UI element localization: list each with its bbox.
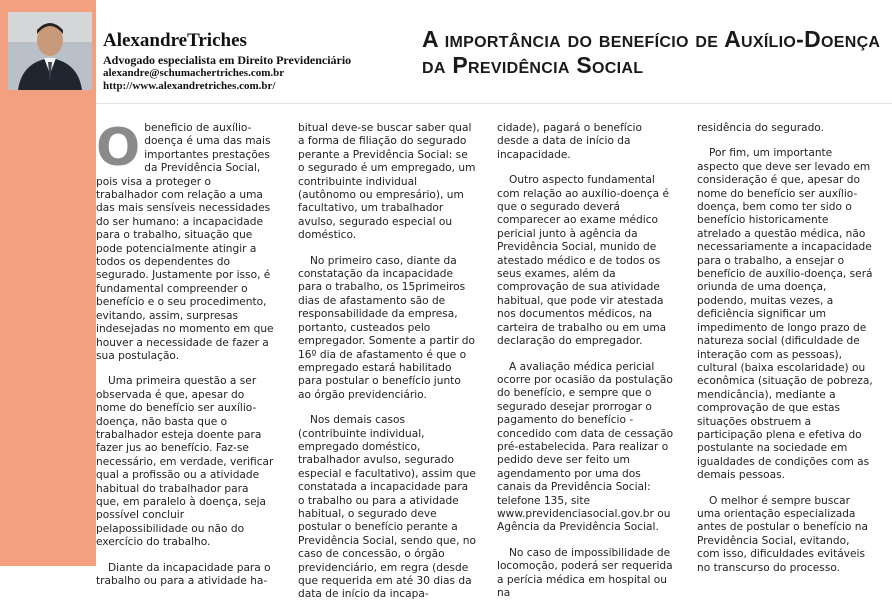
author-photo [8,12,92,90]
author-role: Advogado especialista em Direito Previdenciário [103,53,352,67]
article-column-3 [497,122,675,612]
paragraph: bitual deve-se buscar saber qual a forma de filiação do segurado perante a Previdência Social: se o segurado é um empregado, um contribuinte individual (autônomo ou empresário), um facultativo, um trabalhador avulso, segurado especial ou doméstico. [298,122,476,242]
paragraph: A avaliação médica pericial ocorre por ocasião da postulação do benefício, e sempre que o segurado desejar prorrogar o pagamento do benefício - concedido com data de cessação pré-estabelecida. Para realizar o pedido deve ser feito um agendamento por uma dos canais da Previdência Social: telefone 135, site www.previdenciasocial.gov.br ou Agência da Previdência Social. [497,360,674,534]
article-headline: A importância do benefício de Auxílio-Doença da Previdência Social [422,26,881,78]
article-column-1 [96,118,274,600]
paragraph: No primeiro caso, diante da constatação da incapacidade para o trabalho, os 15primeiros dias de afastamento são de responsabilidade da empresa, portanto, custeados pelo empregador. Somente a partir do 16º dia de afastamento é que o empregado estará habilitado para postular o benefício junto ao órgão previdenciário. [298,254,475,401]
paragraph: Nos demais casos (contribuinte individual, empregado doméstico, trabalhador avulso, segurado especial e facultativo), assim que constatada a incapacidade para o trabalho ou para a atividade habitual, o segurado deve postular o benefício perante a Previdência Social, sendo que, no caso de concessão, o órgão previdenciário, em regra (desde que requerida em até 30 dias da data de início da incapa- [298,414,476,601]
article-column-4 [697,122,875,587]
author-info [103,30,403,93]
paragraph: residência do segurado. [697,122,824,134]
paragraph: Outro aspecto fundamental com relação ao auxílio-doença é que o segurado deverá comparecer ao exame médico pericial junto à agência da Previdência Social, munido de atestado médico e de todos os seus exames, além da comprovação de sua atividade habitual, que pode vir atestada nos documentos médicos, na carteira de trabalho ou em uma declaração do empregador. [497,174,670,348]
paragraph: cidade), pagará o benefício desde a data de início da incapacidade. [497,122,642,161]
paragraph [96,118,274,363]
author-name: AlexandreTriches [103,30,247,51]
paragraph: No caso de impossibilidade de locomoção, poderá ser requerida a perícia médica em hospital ou na [497,546,673,599]
author-website[interactable]: http://www.alexandretriches.com.br/ [103,80,276,92]
paragraph: Diante da incapacidade para o trabalho ou para a atividade ha- [96,561,271,587]
article-column-2 [298,122,476,614]
drop-cap: O [96,118,141,178]
paragraph: Por fim, um importante aspecto que deve ser levado em consideração é que, apesar do nome do benefício ser auxílio-doença, bem como ter sido o benefício historicamente atrelado a questão médica, não necessariamente a incapacidade para o trabalho, a ensejar o benefício de auxílio-doença, será oriunda de uma doença, podendo, muitas vezes, a deficiência significar um impedimento de longo prazo de natureza social (dificuldade de interação com as pessoas), cultural (baixa escolaridade) ou econômica (situação de pobreza, mendicância), mediante a comprovação de que estas situações obstruem a participação plena e efetiva do postulante na sociedade em igualdades de condições com as demais pessoas. [697,147,873,482]
paragraph: O melhor é sempre buscar uma orientação especializada antes de postular o benefício na Previdência Social, evitando, com isso, dificuldades evitáveis no transcurso do processo. [697,494,868,574]
paragraph: Uma primeira questão a ser observada é que, apesar do nome do benefício ser auxílio-doença, não basta que o trabalhador esteja doente para fazer jus ao benefício. Faz-se necessário, em verdade, verificar qual a profissão ou a atividade habitual do trabalhador para que, em paralelo à doença, seja possível concluir pelapossibilidade ou não do exercício do trabalho. [96,375,274,549]
header-divider [96,103,892,104]
author-email[interactable]: alexandre@schumachertriches.com.br [103,67,285,79]
paragraph-text: beneficio de auxílio-doença é uma das mais importantes prestações da Previdência Social, pois visa a proteger o trabalhador com relação a uma das mais sensíveis necessidades do ser humano: a incapacidade para o trabalho, situação que pode potencialmente atingir a todos os dependentes do segurado. Justamente por isso, é fundamental compreender o benefício e o seu procedimento, evitando, assim, surpresas indesejadas no momento em que houver a necessidade de fazer a sua postulação. [96,122,274,362]
